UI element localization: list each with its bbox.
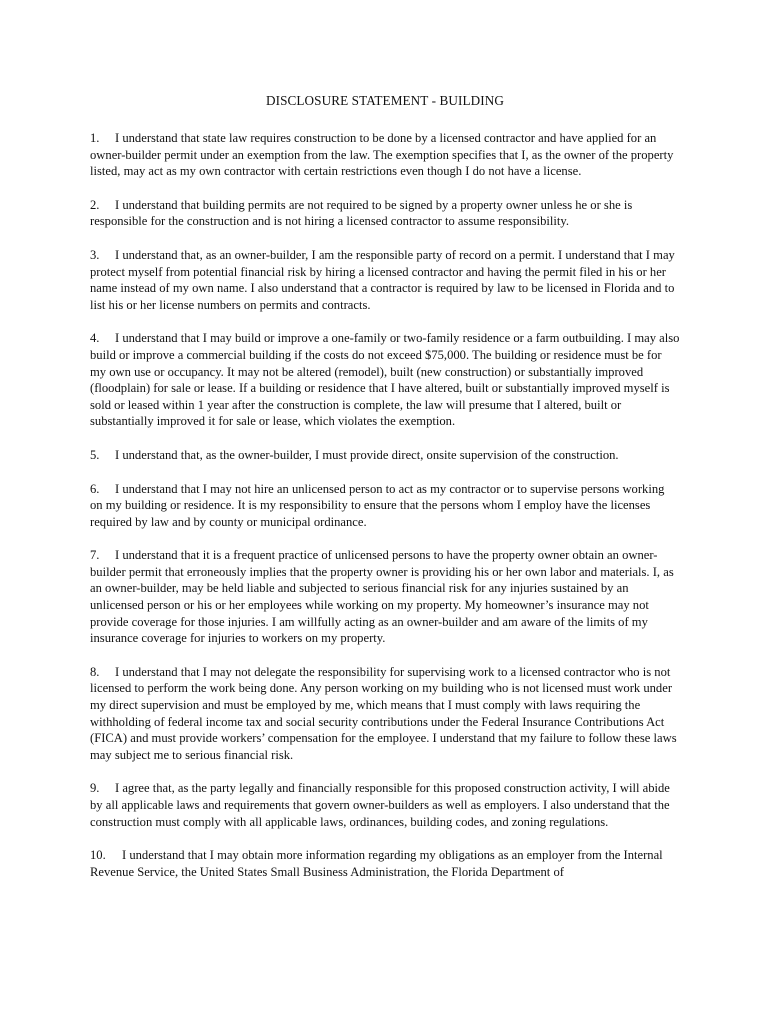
paragraph-10	[90, 847, 680, 880]
paragraph-2	[90, 197, 680, 230]
paragraph-4	[90, 330, 680, 430]
paragraph-5	[90, 447, 680, 464]
paragraph-number: 5.	[90, 447, 100, 462]
paragraph-3	[90, 247, 680, 313]
paragraph-text: I understand that, as the owner-builder, I must provide direct, onsite supervision of the construction.	[115, 447, 619, 462]
paragraph-9	[90, 780, 680, 830]
paragraph-text: I understand that I may not hire an unlicensed person to act as my contractor or to supervise persons working on my building or residence. It is my responsibility to ensure that the persons whom I employ have the licenses required by law and by county or municipal ordinance.	[90, 481, 665, 529]
paragraph-number: 10.	[90, 848, 106, 863]
paragraph-number: 6.	[90, 481, 100, 496]
paragraph-number: 4.	[90, 331, 100, 346]
paragraph-text: I agree that, as the party legally and financially responsible for this proposed construction activity, I will abide by all applicable laws and requirements that govern owner-builders as well as employers. I also understand that the construction must comply with all applicable laws, ordinances, building codes, and zoning regulations.	[90, 781, 670, 829]
paragraph-text: I understand that I may obtain more information regarding my obligations as an employer from the Internal Revenue Service, the United States Small Business Administration, the Florida Department of	[90, 848, 663, 879]
paragraph-number: 7.	[90, 548, 100, 563]
paragraph-6	[90, 481, 680, 531]
paragraph-text: I understand that I may not delegate the responsibility for supervising work to a licensed contractor who is not licensed to perform the work being done. Any person working on my building who is not licensed must work under my direct supervision and must be employed by me, which means that I must comply with laws requiring the withholding of federal income tax and social security contributions under the Federal Insurance Contributions Act (FICA) and must provide workers’ compensation for the employee. I understand that my failure to follow these laws may subject me to serious financial risk.	[90, 664, 677, 762]
paragraph-7	[90, 547, 680, 647]
paragraph-1	[90, 130, 680, 180]
paragraph-text: I understand that state law requires construction to be done by a licensed contractor and have applied for an owner-builder permit under an exemption from the law. The exemption specifies that I, as the owner of the property listed, may act as my own contractor with certain restrictions even though I do not have a license.	[90, 131, 674, 179]
paragraph-number: 9.	[90, 781, 100, 796]
paragraph-text: I understand that it is a frequent practice of unlicensed persons to have the property owner obtain an owner-builder permit that erroneously implies that the property owner is providing his or her own labor and materials. I, as an owner-builder, may be held liable and subjected to serious financial risk for any injuries sustained by an unlicensed person or his or her employees while working on my property. My homeowner’s insurance may not provide coverage for those injuries. I am willfully acting as an owner-builder and am aware of the limits of my insurance coverage for injuries to workers on my property.	[90, 548, 674, 646]
paragraph-text: I understand that, as an owner-builder, I am the responsible party of record on a permit. I understand that I may protect myself from potential financial risk by hiring a licensed contractor and having the permit filed in his or her name instead of my own name. I also understand that a contractor is required by law to be licensed in Florida and to list his or her license numbers on permits and contracts.	[90, 247, 675, 312]
paragraph-number: 8.	[90, 664, 100, 679]
document-title: DISCLOSURE STATEMENT - BUILDING	[265, 93, 505, 108]
paragraph-number: 1.	[90, 131, 100, 145]
paragraph-number: 2.	[90, 197, 100, 212]
paragraph-text: I understand that I may build or improve a one-family or two-family residence or a farm outbuilding. I may also build or improve a commercial building if the costs do not exceed $75,000. The building or residence must be for my own use or occupancy. It may not be altered (remodel), built (new construction) or substantially improved (floodplain) for sale or lease. If a building or residence that I have altered, built or substantially improved myself is sold or leased within 1 year after the construction is complete, the law will presume that I altered, built or substantially improved it for sale or lease, which violates the exemption.	[90, 331, 680, 429]
paragraph-number: 3.	[90, 247, 100, 262]
paragraph-8	[90, 664, 680, 764]
document-page	[90, 93, 680, 897]
paragraph-text: I understand that building permits are not required to be signed by a property owner unless he or she is responsible for the construction and is not hiring a licensed contractor to assume responsibility.	[90, 197, 633, 229]
